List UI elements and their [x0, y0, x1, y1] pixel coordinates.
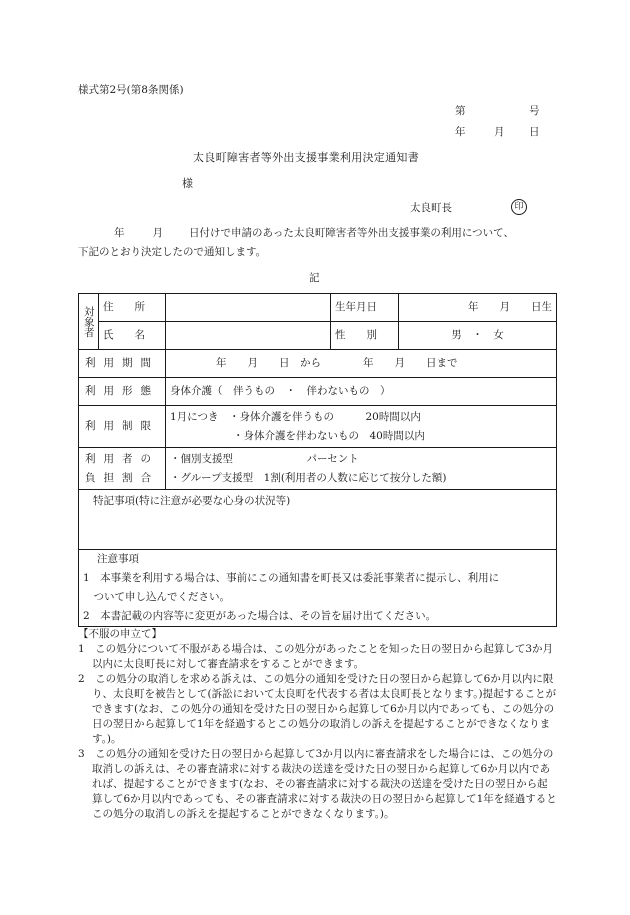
table-row-period: [79, 350, 557, 378]
form-number: 様式第2号(第8条関係): [78, 84, 184, 96]
address-value: [166, 294, 331, 322]
appeal-item-1: 1 この処分について不服がある場合は、この処分があったことを知った日の翌日から起算して3か月以内に太良町長に対して審査請求をすることができます。: [78, 643, 554, 670]
limit-label: 利用制限: [79, 406, 166, 448]
ki-heading: 記: [309, 272, 320, 284]
caution-item-1a: 1 本事業を利用する場合は、事前にこの通知書を町長又は委託事業者に提示し、利用に: [83, 572, 500, 584]
birthdate-value: 年 月 日生: [399, 294, 557, 322]
decision-table: [78, 293, 557, 627]
limit-line-2: ・身体介護を伴わないもの 40時間以内: [170, 429, 425, 442]
burden-label-line-1: 利用者の: [85, 452, 159, 465]
appeal-heading: 【不服の申立て】: [78, 628, 162, 640]
special-notes-label: 特記事項(特に注意が必要な心身の状況等): [93, 495, 291, 507]
gender-value: 男 ・ 女: [399, 322, 557, 350]
address-label: 住 所: [99, 294, 166, 322]
special-notes-cell: [79, 490, 557, 550]
form-value: 身体介護（ 伴うもの ・ 伴わないもの ）: [166, 378, 557, 406]
table-row-limit: [79, 406, 557, 448]
caution-item-2: 2 本書記載の内容等に変更があった場合は、その旨を届け出てください。: [83, 610, 437, 622]
intro-line-2: 下記のとおり決定したので通知します。: [78, 246, 267, 258]
table-row-name: [79, 322, 557, 350]
issuer-name: 太良町長: [410, 202, 452, 214]
table-row-form: [79, 378, 557, 406]
caution-title: 注意事項: [97, 553, 139, 565]
table-row-notes: [79, 490, 557, 550]
appeal-section: [78, 627, 558, 822]
table-row-address: [79, 294, 557, 322]
limit-value: [166, 406, 557, 448]
period-value: 年 月 日 から 年 月 日まで: [166, 350, 557, 378]
intro-line-1-text: 日付けで申請のあった太良町障害者等外出支援事業の利用について、: [189, 227, 514, 239]
period-label: 利用期間: [79, 350, 166, 378]
burden-label-line-2: 負担割合: [85, 471, 159, 484]
issue-date-year: 年: [455, 126, 466, 138]
burden-line-1: ・個別支援型 パーセント: [170, 452, 359, 465]
document-title: 太良町障害者等外出支援事業利用決定通知書: [193, 151, 419, 164]
burden-value: [166, 448, 557, 490]
caution-item-1b: ついて申し込んでください。: [83, 591, 230, 603]
seal-mark: 印: [511, 199, 527, 215]
appeal-item-3: 3 この処分の通知を受けた日の翌日から起算して3か月以内に審査請求をした場合には、この処分の取消しの訴えは、その審査請求に対する裁決の送達を受けた日の翌日から起算して6か月以内であれば、提起することができます(なお、その審査請求に対する裁決の送達を受けた日の翌日から起算して6か月以内であっても、その審査請求に対する裁決の日の翌日から起算して1年を経過するとこの処分の取消しの訴えを提起することができなくなります。)。: [78, 748, 557, 820]
burden-label: [79, 448, 166, 490]
gender-label: 性 別: [331, 322, 399, 350]
birthdate-label: 生年月日: [331, 294, 399, 322]
caution-block: [79, 550, 556, 626]
name-value: [166, 322, 331, 350]
table-row-caution: [79, 550, 557, 627]
table-row-burden: [79, 448, 557, 490]
name-label: 氏 名: [99, 322, 166, 350]
document-number-suffix: 号: [529, 105, 540, 117]
issue-date-day: 日: [529, 126, 540, 138]
caution-cell: [79, 550, 557, 627]
addressee-suffix: 様: [182, 177, 193, 190]
intro-line-1: [78, 227, 514, 240]
form-label: 利用形態: [79, 378, 166, 406]
subject-label: 対象者: [79, 294, 99, 350]
intro-month: 月: [152, 227, 163, 239]
issue-date-month: 月: [494, 126, 505, 138]
intro-year: 年: [114, 227, 125, 239]
limit-line-1: 1月につき ・身体介護を伴うもの 20時間以内: [170, 410, 421, 423]
burden-line-2: ・グループ支援型 1割(利用者の人数に応じて按分した額): [170, 471, 447, 484]
appeal-item-2: 2 この処分の取消しを求める訴えは、この処分の通知を受けた日の翌日から起算して6か月以内に限り、太良町を被告として(訴訟において太良町を代表する者は太良町長となります。)提起することができます(なお、この処分の通知を受けた日の翌日から起算して6か月以内であっても、この処分の日の翌日から起算して1年を経過するとこの処分の取消しの訴えを提起することができなくなります。)。: [78, 673, 557, 745]
document-number-prefix: 第: [455, 105, 466, 117]
